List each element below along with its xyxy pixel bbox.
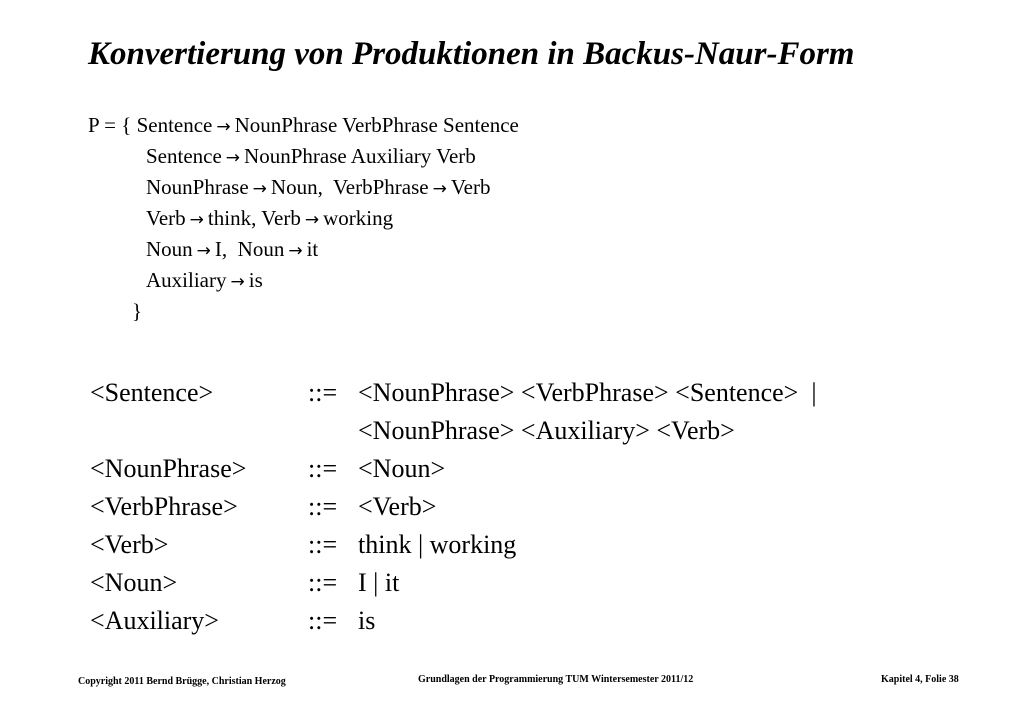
- bnf-rule-operator: ::=: [308, 568, 338, 597]
- production-lhs: Auxiliary: [146, 268, 227, 292]
- bnf-rule-lhs: <Verb>: [90, 530, 169, 559]
- bnf-rules: [90, 374, 817, 640]
- production-set-opening: P = {: [88, 113, 137, 137]
- production-line: [88, 172, 519, 203]
- bnf-rule-operator: ::=: [308, 378, 338, 407]
- production-rhs: NounPhrase Auxiliary Verb: [244, 144, 476, 168]
- production-lines: [88, 110, 519, 296]
- production-line: [88, 234, 519, 265]
- bnf-rule-rhs: I | it: [358, 568, 400, 597]
- production-line: [88, 110, 519, 141]
- bnf-rule: [90, 602, 817, 640]
- production-set: [88, 110, 519, 327]
- production-lhs: NounPhrase: [146, 175, 249, 199]
- production-set-closing-brace: }: [132, 299, 143, 323]
- bnf-rule-operator: ::=: [308, 492, 338, 521]
- production-lhs: VerbPhrase: [332, 175, 429, 199]
- production-lhs: Noun: [237, 237, 285, 261]
- production-line: [88, 203, 519, 234]
- bnf-rule-operator: ::=: [308, 454, 338, 483]
- bnf-rule-lhs: [90, 412, 308, 450]
- right-arrow-icon: →: [252, 179, 267, 199]
- production-lhs: Verb: [261, 206, 301, 230]
- production-rhs: NounPhrase VerbPhrase Sentence: [234, 113, 519, 137]
- right-arrow-icon: →: [189, 210, 204, 230]
- footer-copyright: Copyright 2011 Bernd Brügge, Christian Herzog: [78, 676, 286, 687]
- production-lhs: Sentence: [146, 144, 222, 168]
- bnf-rule-rhs: <Noun>: [358, 454, 446, 483]
- production-rhs: is: [248, 268, 263, 292]
- right-arrow-icon: →: [225, 148, 241, 168]
- bnf-rule-lhs: <Sentence>: [90, 378, 214, 407]
- bnf-rule-rhs: is: [358, 606, 376, 635]
- production-rhs: it: [306, 237, 319, 261]
- production-lhs: Noun: [146, 237, 193, 261]
- production-rhs: think,: [207, 206, 262, 230]
- right-arrow-icon: →: [304, 210, 320, 230]
- bnf-rule-operator: [308, 412, 358, 450]
- right-arrow-icon: →: [432, 179, 447, 199]
- bnf-rule-lhs: <VerbPhrase>: [90, 492, 238, 521]
- bnf-rule-rhs: <Verb>: [358, 492, 437, 521]
- right-arrow-icon: →: [216, 117, 231, 137]
- bnf-rule-operator: ::=: [308, 530, 338, 559]
- production-line: [88, 141, 519, 172]
- bnf-rule: [90, 450, 817, 488]
- production-rhs: Verb: [450, 175, 491, 199]
- bnf-rule: [90, 374, 817, 412]
- bnf-rule: [90, 412, 817, 450]
- production-lhs: Verb: [146, 206, 186, 230]
- production-rhs: I,: [214, 237, 238, 261]
- bnf-rule-lhs: <NounPhrase>: [90, 454, 247, 483]
- footer-course: Grundlagen der Programmierung TUM Wintersemester 2011/12: [418, 674, 694, 685]
- bnf-rule-rhs: think | working: [358, 530, 517, 559]
- bnf-rule: [90, 526, 817, 564]
- production-line: [88, 265, 519, 296]
- bnf-rule-lhs: <Auxiliary>: [90, 606, 219, 635]
- slide-title: Konvertierung von Produktionen in Backus-Naur-Form: [88, 36, 855, 72]
- right-arrow-icon: →: [196, 241, 211, 261]
- bnf-rule-lhs: <Noun>: [90, 568, 178, 597]
- bnf-rule-rhs: <NounPhrase> <VerbPhrase> <Sentence> |: [358, 378, 817, 407]
- production-rhs: Noun,: [270, 175, 333, 199]
- bnf-rule-operator: ::=: [308, 606, 338, 635]
- production-lhs: Sentence: [136, 113, 213, 137]
- right-arrow-icon: →: [288, 241, 303, 261]
- bnf-rule: [90, 488, 817, 526]
- bnf-rule-rhs: <NounPhrase> <Auxiliary> <Verb>: [358, 416, 735, 445]
- bnf-rule: [90, 564, 817, 602]
- footer-slide-number: Kapitel 4, Folie 38: [881, 674, 959, 685]
- right-arrow-icon: →: [230, 272, 245, 292]
- production-rhs: working: [323, 206, 394, 230]
